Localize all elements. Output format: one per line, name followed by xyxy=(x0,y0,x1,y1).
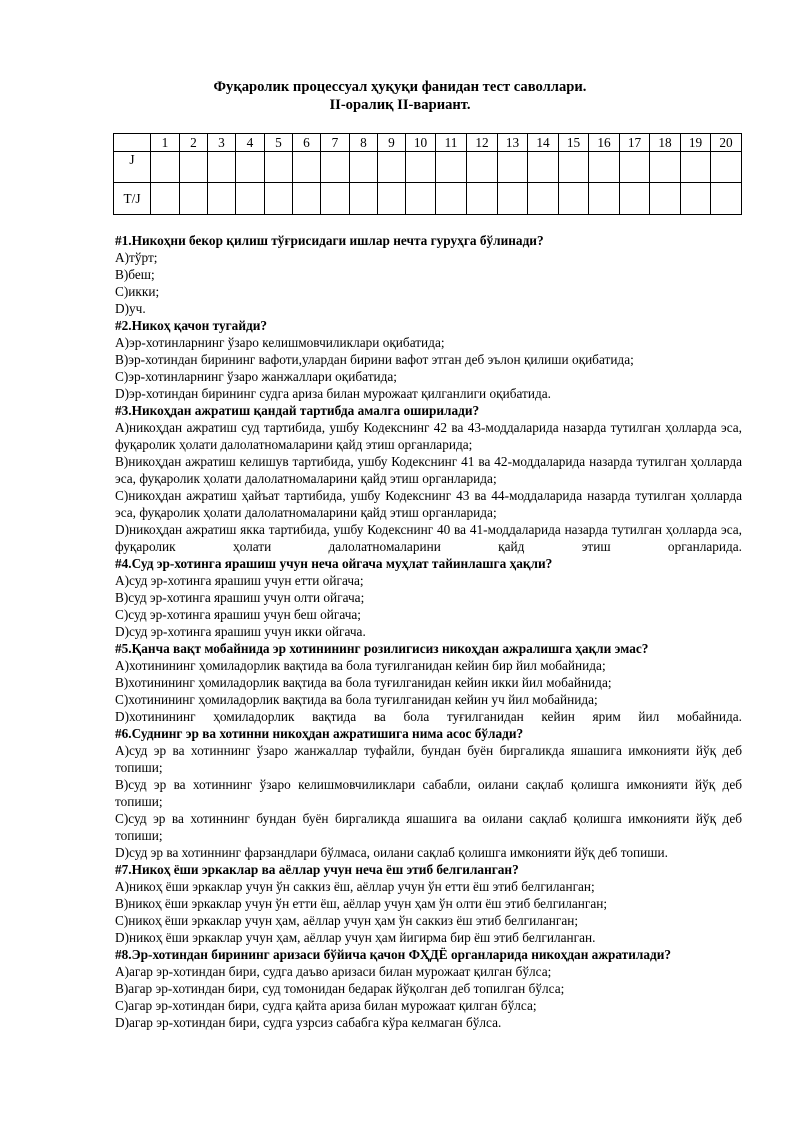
grid-answer-cell xyxy=(620,183,650,215)
grid-answer-cell xyxy=(265,183,293,215)
question-text: #4.Суд эр-хотинга ярашиш учун неча ойгача муҳлат тайинлашга ҳақли? xyxy=(115,556,553,571)
answer-option: D)никоҳдан ажратиш якка тартибида, ушбу Кодекснинг 40 ва 41-моддаларида назарда тутилган ҳолларда эса, фуқаролик ҳолати далолатномаларини қайд этиш органларида. xyxy=(115,522,742,554)
grid-answer-cell xyxy=(151,152,180,183)
answer-option: С)суд эр ва хотиннинг бундан буён биргаликда яшашига ва оилани сақлаб қолишга имконияти йўқ деб топиши; xyxy=(115,811,742,843)
answer-option: В)суд эр ва хотиннинг ўзаро келишмовчиликлари сабабли, оилани сақлаб қолишга имконияти йўқ деб топиши; xyxy=(115,777,742,809)
answer-grid-row-j xyxy=(114,152,742,183)
answer-grid xyxy=(113,133,742,215)
answer-option: А)агар эр-хотиндан бири, судга даъво аризаси билан мурожаат қилган бўлса; xyxy=(115,964,552,979)
grid-answer-cell xyxy=(650,152,681,183)
grid-answer-cell xyxy=(467,183,498,215)
grid-column-number: 1 xyxy=(151,134,180,152)
answer-option: А)эр-хотинларнинг ўзаро келишмовчиликлари оқибатида; xyxy=(115,335,445,350)
grid-answer-cell xyxy=(589,152,620,183)
answer-option: D)никоҳ ёши эркаклар учун ҳам, аёллар учун ҳам йигирма бир ёш этиб белгиланган. xyxy=(115,930,596,945)
grid-answer-cell xyxy=(236,183,265,215)
answer-option: С)эр-хотинларнинг ўзаро жанжаллари оқибатида; xyxy=(115,369,397,384)
answer-option: В)эр-хотиндан бирининг вафоти,улардан бирини вафот этган деб эълон қилиши оқибатида; xyxy=(115,352,634,367)
answer-option: D)суд эр ва хотиннинг фарзандлари бўлмаса, оилани сақлаб қолишга имконияти йўқ деб топиши. xyxy=(115,845,668,860)
grid-answer-cell xyxy=(151,183,180,215)
grid-column-number: 12 xyxy=(467,134,498,152)
grid-column-number: 18 xyxy=(650,134,681,152)
question-block xyxy=(115,402,742,555)
question-block xyxy=(115,317,742,402)
document-subtitle: II-оралиқ II-вариант. xyxy=(329,97,471,113)
answer-option: С)суд эр-хотинга ярашиш учун беш ойгача; xyxy=(115,607,361,622)
answer-option: А)хотинининг ҳомиладорлик вақтида ва бола туғилганидан кейин бир йил мобайнида; xyxy=(115,658,606,673)
question-block xyxy=(115,555,742,640)
questions-list xyxy=(115,232,742,1031)
grid-answer-cell xyxy=(528,183,559,215)
grid-answer-cell xyxy=(378,152,406,183)
answer-option: С)агар эр-хотиндан бири, судга қайта ариза билан мурожаат қилган бўлса; xyxy=(115,998,537,1013)
grid-answer-cell xyxy=(350,152,378,183)
grid-answer-cell xyxy=(378,183,406,215)
answer-option: В)никоҳдан ажратиш келишув тартибида, ушбу Кодекснинг 41 ва 42-моддаларида назарда тутилган ҳолларда эса, фуқаролик ҳолати далолатномаларини қайд этиш органларида; xyxy=(115,454,742,486)
answer-option: В)агар эр-хотиндан бири, суд томонидан бедарак йўқолган деб топилган бўлса; xyxy=(115,981,565,996)
answer-option: D)суд эр-хотинга ярашиш учун икки ойгача. xyxy=(115,624,366,639)
answer-grid-row-tj xyxy=(114,183,742,215)
grid-answer-cell xyxy=(681,183,711,215)
question-block xyxy=(115,725,742,861)
grid-column-number: 15 xyxy=(559,134,589,152)
grid-answer-cell xyxy=(498,152,528,183)
grid-column-number: 13 xyxy=(498,134,528,152)
question-block xyxy=(115,861,742,946)
grid-row-label: J xyxy=(114,152,151,183)
grid-answer-cell xyxy=(208,152,236,183)
grid-answer-cell xyxy=(293,183,321,215)
grid-column-number: 7 xyxy=(321,134,350,152)
answer-option: В)суд эр-хотинга ярашиш учун олти ойгача; xyxy=(115,590,365,605)
question-text: #3.Никоҳдан ажратиш қандай тартибда амалга оширилади? xyxy=(115,403,480,418)
answer-option: В)никоҳ ёши эркаклар учун ўн етти ёш, аёллар учун ҳам ўн олти ёш этиб белгиланган; xyxy=(115,896,608,911)
grid-answer-cell xyxy=(321,152,350,183)
grid-column-number: 5 xyxy=(265,134,293,152)
grid-column-number: 20 xyxy=(711,134,742,152)
grid-answer-cell xyxy=(350,183,378,215)
question-block xyxy=(115,640,742,725)
grid-answer-cell xyxy=(293,152,321,183)
grid-column-number: 10 xyxy=(406,134,436,152)
grid-answer-cell xyxy=(559,183,589,215)
answer-option: А)суд эр-хотинга ярашиш учун етти ойгача; xyxy=(115,573,364,588)
answer-option: С)икки; xyxy=(115,284,160,299)
grid-answer-cell xyxy=(498,183,528,215)
grid-answer-cell xyxy=(236,152,265,183)
grid-answer-cell xyxy=(208,183,236,215)
question-block xyxy=(115,946,742,1031)
grid-answer-cell xyxy=(711,152,742,183)
question-text: #5.Қанча вақт мобайнида эр хотинининг розилигисиз никоҳдан ажралишга ҳақли эмас? xyxy=(115,641,649,656)
question-text: #8.Эр-хотиндан бирининг аризаси бўйича қачон ФҲДЁ органларида никоҳдан ажратилади? xyxy=(115,947,672,962)
answer-option: А)суд эр ва хотиннинг ўзаро жанжаллар туфайли, бундан буён биргаликда яшашига имконияти йўқ деб топиши; xyxy=(115,743,742,775)
grid-answer-cell xyxy=(467,152,498,183)
grid-column-number: 14 xyxy=(528,134,559,152)
answer-option: D)хотинининг ҳомиладорлик вақтида ва бола туғилганидан кейин ярим йил мобайнида. xyxy=(115,709,742,724)
grid-corner-cell xyxy=(114,134,151,152)
grid-answer-cell xyxy=(681,152,711,183)
grid-column-number: 9 xyxy=(378,134,406,152)
grid-answer-cell xyxy=(321,183,350,215)
question-text: #2.Никоҳ қачон тугайди? xyxy=(115,318,268,333)
answer-option: А)никоҳ ёши эркаклар учун ўн саккиз ёш, аёллар учун ўн етти ёш этиб белгиланган; xyxy=(115,879,595,894)
grid-column-number: 3 xyxy=(208,134,236,152)
answer-option: С)никоҳдан ажратиш ҳайъат тартибида, ушбу Кодекснинг 43 ва 44-моддаларида назарда тутилган ҳолларда эса, фуқаролик ҳолати далолатномаларини қайд этиш органларида; xyxy=(115,488,742,520)
grid-answer-cell xyxy=(180,152,208,183)
grid-answer-cell xyxy=(711,183,742,215)
grid-column-number: 19 xyxy=(681,134,711,152)
question-text: #7.Никоҳ ёши эркаклар ва аёллар учун неча ёш этиб белгиланган? xyxy=(115,862,519,877)
grid-answer-cell xyxy=(436,152,467,183)
grid-answer-cell xyxy=(589,183,620,215)
grid-answer-cell xyxy=(406,152,436,183)
answer-option: D)агар эр-хотиндан бири, судга узрсиз сабабга кўра келмаган бўлса. xyxy=(115,1015,502,1030)
grid-answer-cell xyxy=(265,152,293,183)
answer-option: С)хотинининг ҳомиладорлик вақтида ва бола туғилганидан кейин уч йил мобайнида; xyxy=(115,692,598,707)
answer-option: D)эр-хотиндан бирининг судга ариза билан мурожаат қилганлиги оқибатида. xyxy=(115,386,551,401)
grid-column-number: 8 xyxy=(350,134,378,152)
grid-column-number: 16 xyxy=(589,134,620,152)
answer-option: В)беш; xyxy=(115,267,155,282)
grid-column-number: 11 xyxy=(436,134,467,152)
grid-answer-cell xyxy=(528,152,559,183)
grid-answer-cell xyxy=(436,183,467,215)
grid-column-number: 17 xyxy=(620,134,650,152)
grid-row-label: T/J xyxy=(114,183,151,215)
answer-option: С)никоҳ ёши эркаклар учун ҳам, аёллар учун ҳам ўн саккиз ёш этиб белгиланган; xyxy=(115,913,579,928)
grid-column-number: 6 xyxy=(293,134,321,152)
grid-answer-cell xyxy=(650,183,681,215)
answer-grid-header-row xyxy=(114,134,742,152)
grid-column-number: 4 xyxy=(236,134,265,152)
grid-answer-cell xyxy=(406,183,436,215)
document-title: Фуқаролик процессуал ҳуқуқи фанидан тест саволлари. xyxy=(213,79,587,95)
grid-answer-cell xyxy=(180,183,208,215)
answer-option: D)уч. xyxy=(115,301,146,316)
question-text: #6.Суднинг эр ва хотинни никоҳдан ажратишига нима асос бўлади? xyxy=(115,726,524,741)
grid-answer-cell xyxy=(620,152,650,183)
answer-option: А)никоҳдан ажратиш суд тартибида, ушбу Кодекснинг 42 ва 43-моддаларида назарда тутилган ҳолларда эса, фуқаролик ҳолати далолатномаларини қайд этиш органларида; xyxy=(115,420,742,452)
answer-option: А)тўрт; xyxy=(115,250,158,265)
question-block xyxy=(115,232,742,317)
question-text: #1.Никоҳни бекор қилиш тўғрисидаги ишлар нечта гуруҳга бўлинади? xyxy=(115,233,544,248)
grid-column-number: 2 xyxy=(180,134,208,152)
answer-option: В)хотинининг ҳомиладорлик вақтида ва бола туғилганидан кейин икки йил мобайнида; xyxy=(115,675,612,690)
grid-answer-cell xyxy=(559,152,589,183)
